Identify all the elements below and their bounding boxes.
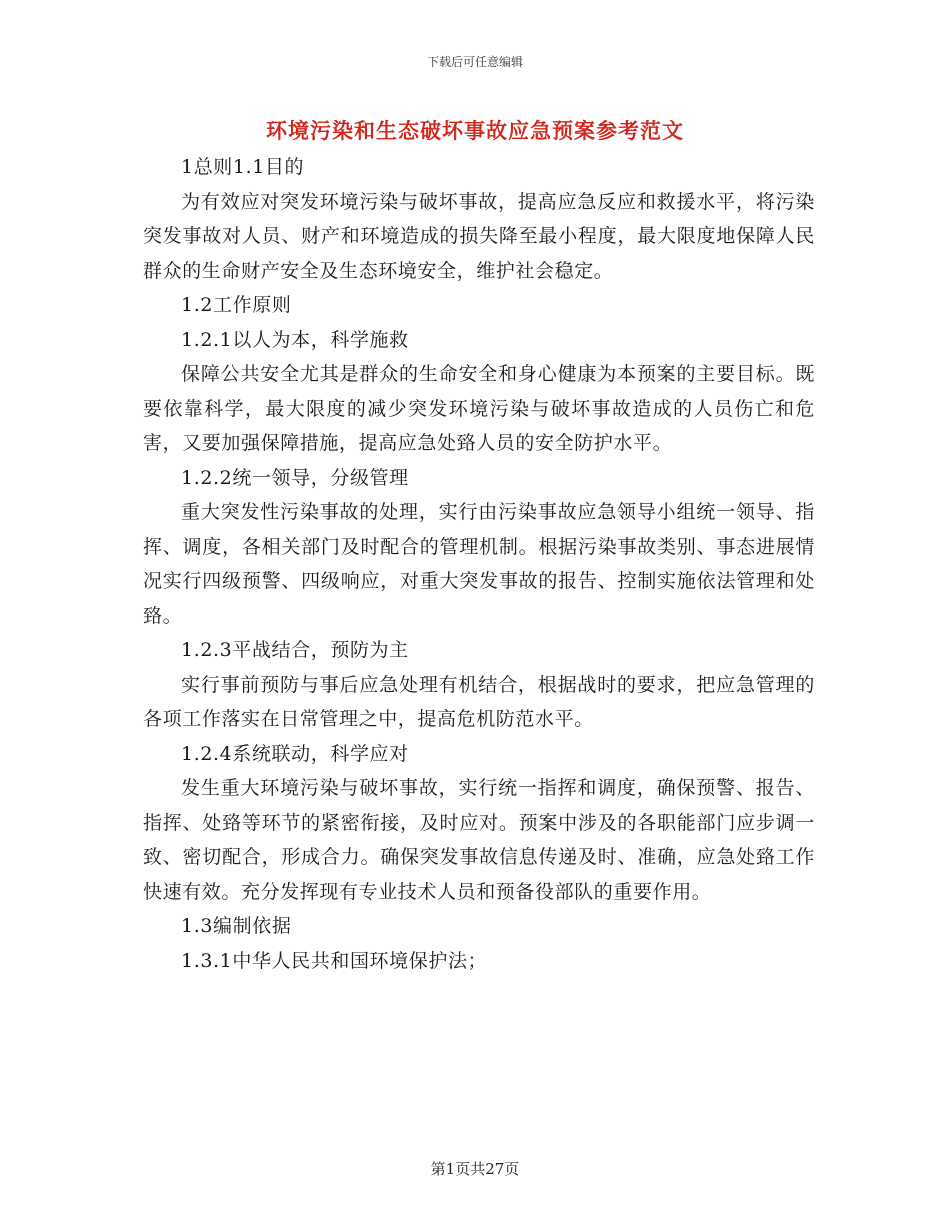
page-header: 下载后可任意编辑 bbox=[426, 55, 523, 69]
paragraph: 为有效应对突发环境污染与破坏事故，提高应急反应和救援水平，将污染突发事故对人员、财产和环境造成的损失降至最小程度，最大限度地保障人民群众的生命财产安全及生态环境安全，维护社会稳定。 bbox=[143, 190, 815, 282]
paragraph: 1总则1.1目的 bbox=[181, 156, 305, 178]
paragraph: 1.3编制依据 bbox=[181, 915, 292, 937]
paragraph: 发生重大环境污染与破坏事故，实行统一指挥和调度，确保预警、报告、指挥、处臵等环节的紧密衔接，及时应对。预案中涉及的各职能部门应步调一致、密切配合，形成合力。确保突发事故信息传递及时、准确，应急处臵工作快速有效。充分发挥现有专业技术人员和预备役部队的重要作用。 bbox=[143, 777, 815, 903]
paragraph: 实行事前预防与事后应急处理有机结合，根据战时的要求，把应急管理的各项工作落实在日常管理之中，提高危机防范水平。 bbox=[143, 673, 815, 730]
paragraph: 1.2.4系统联动，科学应对 bbox=[181, 742, 409, 765]
document-body bbox=[143, 150, 815, 978]
paragraph: 1.2.1以人为本，科学施救 bbox=[181, 328, 409, 351]
paragraph: 1.3.1中华人民共和国环境保护法； bbox=[181, 949, 488, 972]
page-footer: 第1页共27页 bbox=[430, 1160, 520, 1178]
paragraph: 1.2工作原则 bbox=[181, 294, 292, 316]
document-title: 环境污染和生态破坏事故应急预案参考范文 bbox=[266, 118, 684, 143]
paragraph: 重大突发性污染事故的处理，实行由污染事故应急领导小组统一领导、指挥、调度，各相关部门及时配合的管理机制。根据污染事故类别、事态进展情况实行四级预警、四级响应，对重大突发事故的报告、控制实施依法管理和处臵。 bbox=[143, 501, 815, 627]
paragraph: 保障公共安全尤其是群众的生命安全和身心健康为本预案的主要目标。既要依靠科学，最大限度的减少突发环境污染与破坏事故造成的人员伤亡和危害，又要加强保障措施，提高应急处臵人员的安全防护水平。 bbox=[143, 363, 815, 454]
paragraph: 1.2.3平战结合，预防为主 bbox=[181, 639, 409, 661]
paragraph: 1.2.2统一领导，分级管理 bbox=[181, 466, 409, 489]
